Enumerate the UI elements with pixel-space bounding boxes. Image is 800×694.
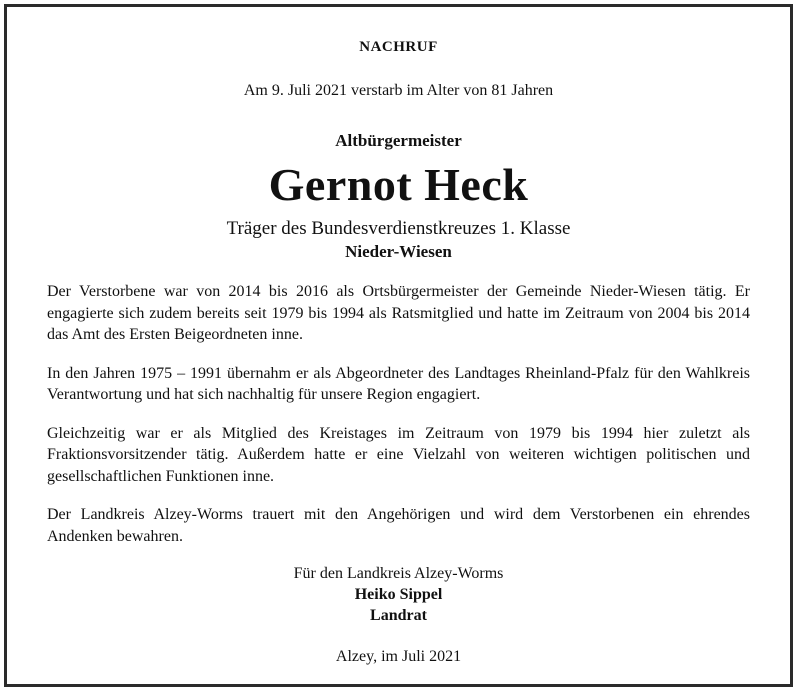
notice-heading: NACHRUF [359,39,438,55]
signature-block [7,563,790,667]
signer-name: Heiko Sippel [354,586,443,603]
body-paragraph: Der Landkreis Alzey-Worms trauert mit den Angehörigen und wird dem Verstorbenen ein ehrendes Andenken bewahren. [47,506,750,545]
notice-body [47,281,750,547]
hometown: Nieder-Wiesen [345,242,452,261]
body-paragraph: Gleichzeitig war er als Mitglied des Kreistages im Zeitraum von 1979 bis 1994 hier zuletzt als Fraktionsvorsitzender tätig. Außerdem hatte er eine Vielzahl von weiteren wichtigen politischen und gesellschaftlichen Funktionen inne. [47,424,750,485]
obituary-notice [4,4,793,687]
deceased-name: Gernot Heck [268,159,529,210]
deceased-title: Altbürgermeister [335,131,462,150]
body-paragraph: In den Jahren 1975 – 1991 übernahm er als Abgeordneter des Landtages Rheinland-Pfalz für den Wahlkreis Verantwortung und hat sich nachhaltig für unsere Region engagiert. [47,364,750,403]
on-behalf-line: Für den Landkreis Alzey-Worms [293,565,504,582]
place-date: Alzey, im Juli 2021 [335,648,462,665]
body-paragraph: Der Verstorbene war von 2014 bis 2016 als Ortsbürgermeister der Gemeinde Nieder-Wiesen tätig. Er engagierte sich zudem bereits seit 1979 bis 1994 als Ratsmitglied und hatte im Zeitraum von 2004 bis 2014 das Amt des Ersten Beigeordneten inne. [47,283,750,343]
death-date-line: Am 9. Juli 2021 verstarb im Alter von 81 Jahren [243,82,554,99]
signer-role: Landrat [370,607,427,624]
honor-line: Träger des Bundesverdienstkreuzes 1. Klasse [226,218,571,239]
